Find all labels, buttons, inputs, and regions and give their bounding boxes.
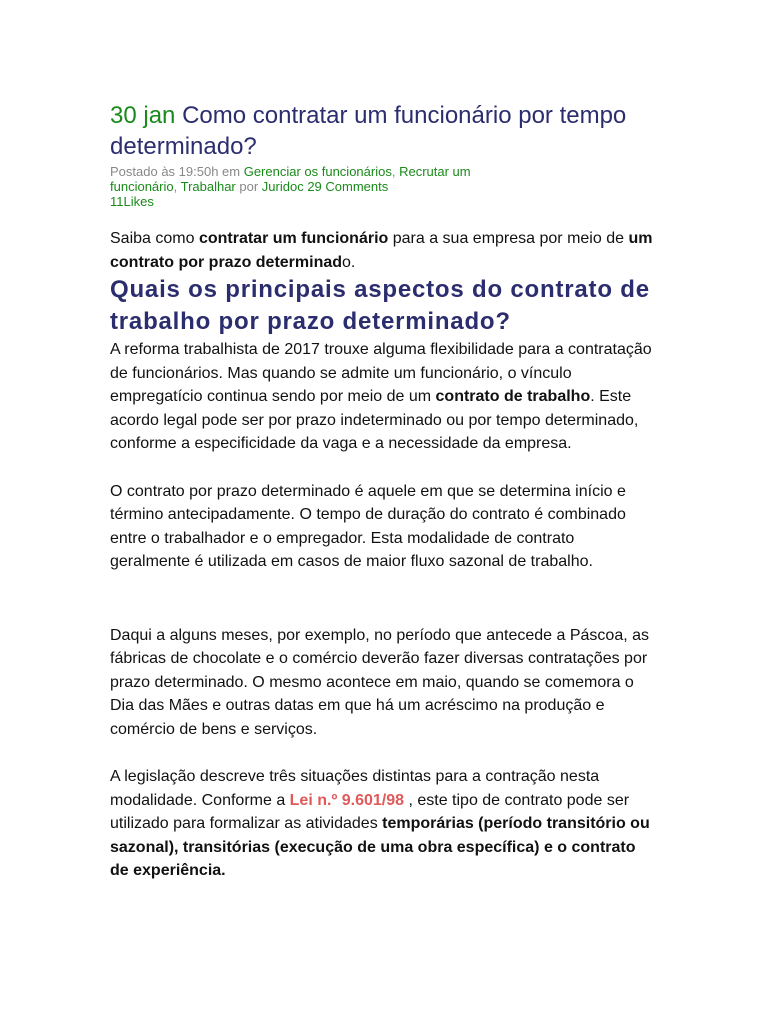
post-title-text: Como contratar um funcionário por tempo determinado? [110, 102, 627, 160]
category-link-work[interactable]: Trabalhar [180, 179, 236, 194]
intro-text: o. [342, 253, 356, 271]
paragraph-text: A legislação descreve três situações distintas para a contração nesta modalidade. Conforme a [110, 768, 600, 809]
category-link-manage[interactable]: Gerenciar os funcionários [243, 164, 392, 179]
paragraph-bold: . [221, 862, 226, 879]
paragraph-legislation [110, 765, 655, 883]
intro-bold: um contrato por prazo determinad [110, 230, 653, 271]
paragraph-definition: O contrato por prazo determinado é aquele em que se determina início e término antecipadamente. O tempo de duração do contrato é combinado entre o trabalhador e o empregador. Esta modalidade de contrato geralmente é utilizada em casos de maior fluxo sazonal de trabalho. [110, 482, 626, 570]
meta-separator: , [173, 179, 181, 194]
by-text: por [235, 179, 262, 194]
law-link[interactable]: Lei n.º 9.601/98 [289, 791, 405, 809]
intro-text: para a sua empresa por meio de [388, 230, 629, 247]
paragraph-reform [110, 338, 655, 456]
paragraph-bold: contrato de trabalho [435, 388, 591, 405]
paragraph-text: . Este acordo legal pode ser por prazo indeterminado ou por tempo determinado, conforme a especificidade da vaga e a necessidade da empresa. [110, 388, 639, 452]
intro-paragraph [110, 227, 655, 274]
paragraph-text: , este tipo de contrato pode ser utilizado para formalizar as atividades [110, 791, 630, 832]
paragraph-example: Daqui a alguns meses, por exemplo, no período que antecede a Páscoa, as fábricas de chocolate e o comércio deverão fazer diversas contratações por prazo determinado. O mesmo acontece em maio, quando se comemora o Dia das Mães e outras datas em que há um acréscimo na produção e comércio de bens e serviços. [110, 626, 650, 738]
posted-prefix: Postado às 19:50h em [110, 164, 244, 179]
section-heading: Quais os principais aspectos do contrato de trabalho por prazo determinado? [110, 276, 650, 335]
comments-link[interactable]: 29 Comments [307, 179, 389, 194]
paragraph-bold: temporárias (período transitório ou sazonal), transitórias (execução de uma obra específica) e o contrato de experiência [110, 815, 650, 879]
category-link-recruit[interactable]: Recrutar um funcionário [110, 164, 471, 194]
post-meta [110, 164, 510, 194]
likes-link[interactable]: 11Likes [110, 194, 154, 209]
author-link[interactable]: Juridoc [261, 179, 304, 194]
meta-separator: , [391, 164, 400, 179]
intro-text: Saiba como [110, 230, 199, 247]
intro-bold: contratar um funcionário [198, 230, 389, 247]
post-title [110, 100, 650, 162]
paragraph-text: A reforma trabalhista de 2017 trouxe alguma flexibilidade para a contratação de funcionários. Mas quando se admite um funcionário, o vínculo empregatício continua sendo por meio de um [110, 341, 652, 405]
post-date: 30 jan [110, 102, 176, 129]
